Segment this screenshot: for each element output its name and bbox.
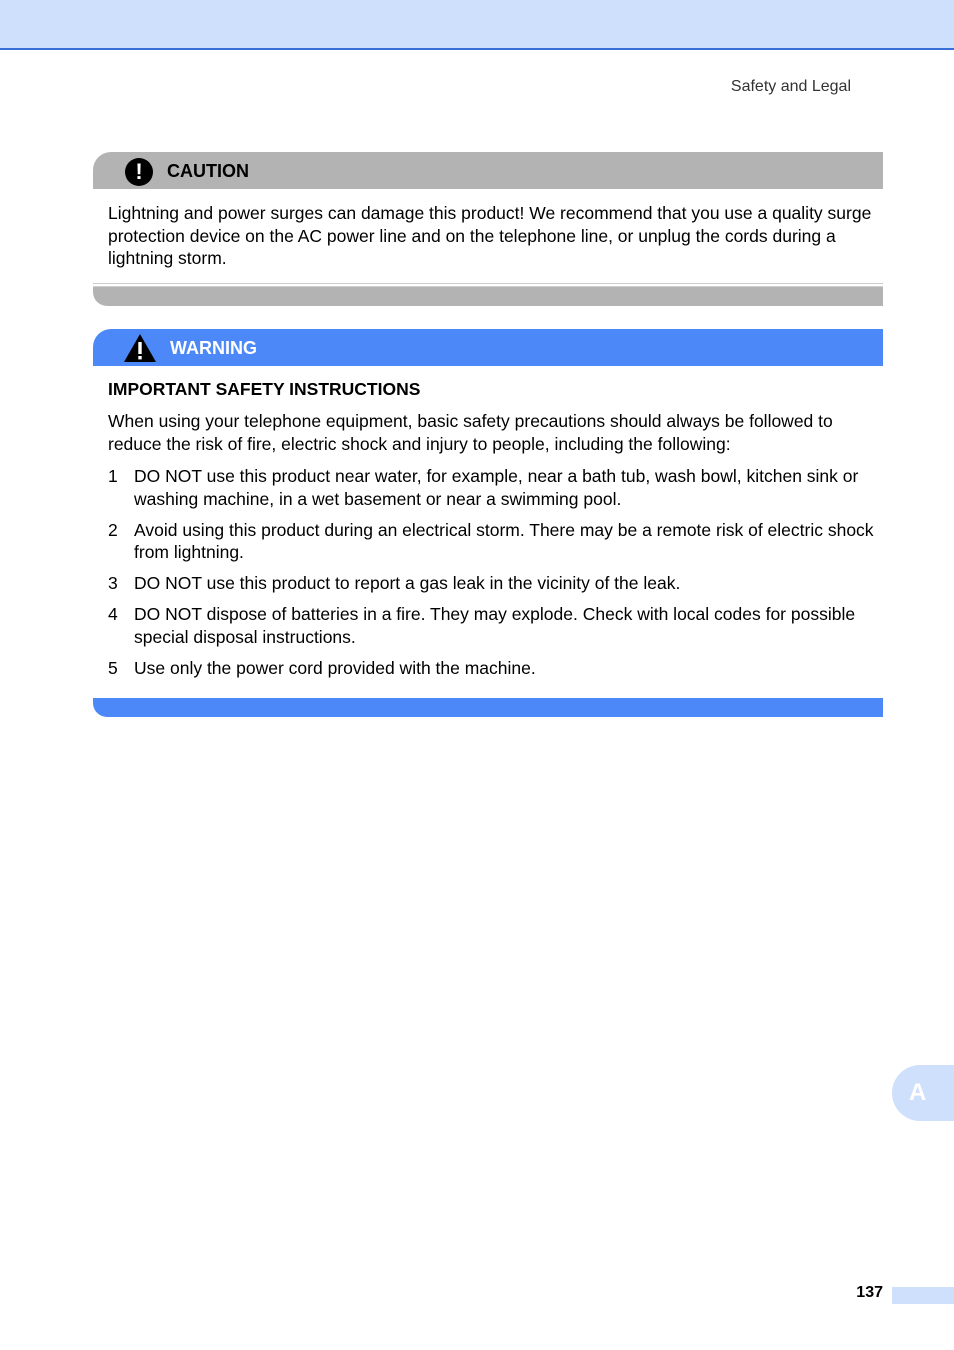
list-item-text: DO NOT use this product near water, for example, near a bath tub, wash bowl, kitchen sink or washing machine, in a wet basement or near a swimming pool.	[134, 466, 859, 509]
list-item-text: Use only the power cord provided with the machine.	[134, 657, 536, 678]
caution-footer-bar	[93, 286, 883, 306]
safety-intro-text: When using your telephone equipment, basic safety precautions should always be followed to reduce the risk of fire, electric shock and injury to people, including the following:	[108, 411, 833, 454]
warning-triangle-icon	[123, 333, 157, 363]
top-header-band	[0, 0, 954, 50]
caution-text: Lightning and power surges can damage this product! We recommend that you use a quality surge protection device on the AC power line and on the telephone line, or unplug the cords during a lightning storm.	[108, 203, 872, 268]
list-item-number: 4	[108, 604, 118, 624]
page-number: 137	[856, 1284, 883, 1301]
appendix-side-tab	[892, 1065, 954, 1121]
list-item	[108, 603, 883, 648]
caution-divider	[93, 283, 883, 284]
list-item	[108, 657, 883, 680]
warning-label: WARNING	[170, 338, 257, 358]
list-item	[108, 465, 883, 510]
list-item-text: DO NOT dispose of batteries in a fire. They may explode. Check with local codes for possible special disposal instructions.	[134, 604, 856, 647]
list-item	[108, 572, 883, 595]
list-item-number: 5	[108, 657, 118, 678]
list-item-number: 2	[108, 519, 118, 540]
list-item-number: 1	[108, 466, 118, 486]
safety-instructions-list	[108, 465, 883, 688]
warning-footer-bar	[93, 698, 883, 717]
caution-header-bar	[93, 152, 883, 189]
running-header-title: Safety and Legal	[730, 78, 851, 95]
caution-label: CAUTION	[167, 161, 249, 181]
exclamation-circle-icon: !	[125, 158, 153, 186]
safety-instructions-heading: IMPORTANT SAFETY INSTRUCTIONS	[108, 379, 421, 399]
warning-header-bar	[93, 329, 883, 366]
page-number-band	[892, 1287, 954, 1304]
list-item	[108, 519, 883, 564]
list-item-text: Avoid using this product during an electrical storm. There may be a remote risk of electric shock from lightning.	[134, 519, 874, 562]
list-item-number: 3	[108, 573, 118, 593]
appendix-tab-letter: A	[909, 1079, 927, 1106]
list-item-text: DO NOT use this product to report a gas leak in the vicinity of the leak.	[134, 573, 681, 593]
